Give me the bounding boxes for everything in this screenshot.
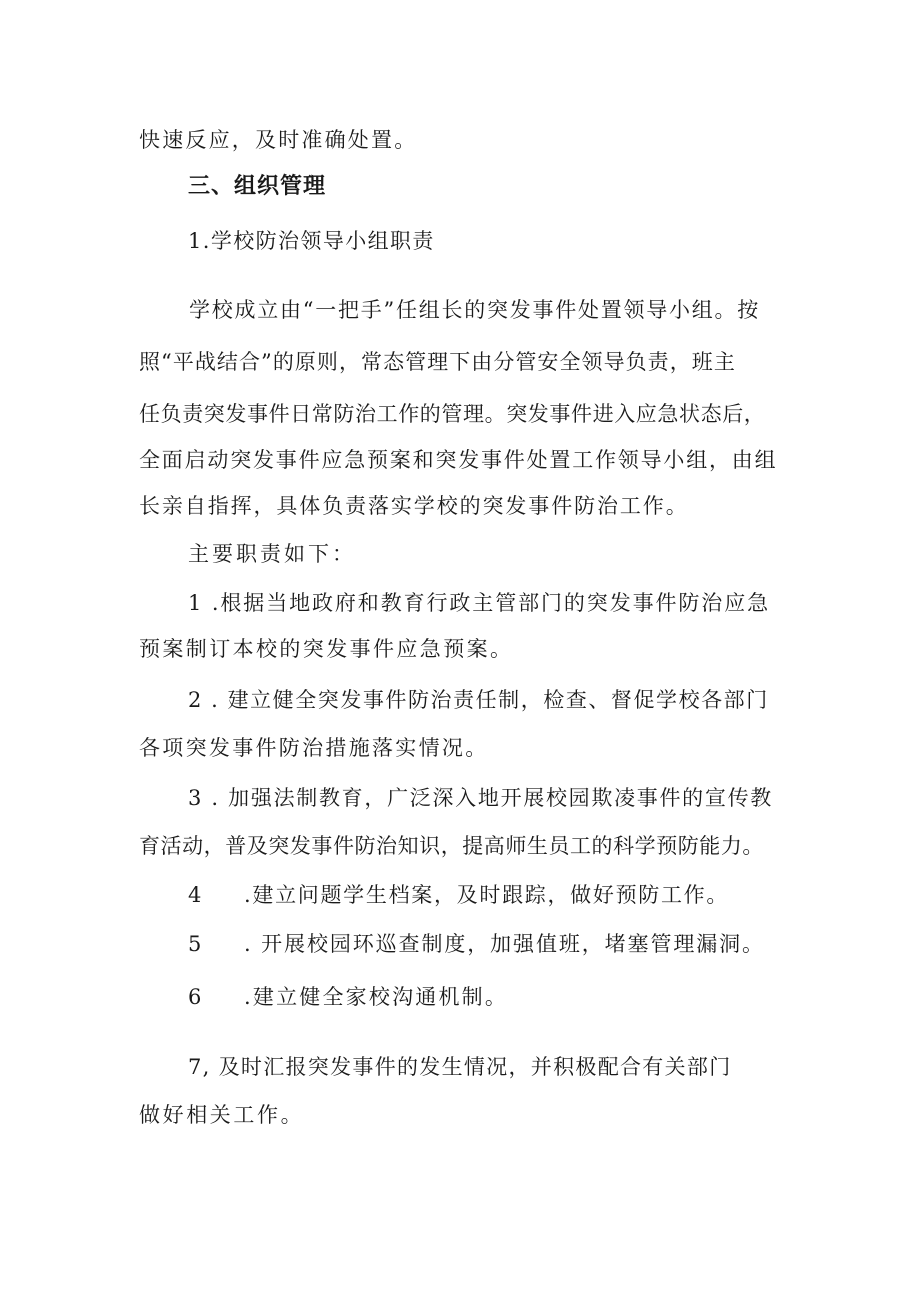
list-number: 6 bbox=[188, 985, 202, 1009]
paragraph-line: 快速反应，及时准确处置。 bbox=[139, 128, 418, 152]
list-item-continuation: 育活动，普及突发事件防治知识，提高师生员工的科学预防能力。 bbox=[139, 834, 764, 858]
list-item: 2 . 建立健全突发事件防治责任制，检查、督促学校各部门 bbox=[188, 688, 769, 712]
paragraph-line: 全面启动突发事件应急预案和突发事件处置工作领导小组，由组 bbox=[139, 448, 778, 472]
list-item: .建立健全家校沟通机制。 bbox=[244, 985, 509, 1009]
list-number: 4 bbox=[188, 883, 202, 907]
list-item-continuation: 做好相关工作。 bbox=[139, 1103, 305, 1127]
paragraph-line: 任负责突发事件日常防治工作的管理。突发事件进入应急状态后， bbox=[139, 402, 766, 426]
paragraph-line: 主要职责如下： bbox=[188, 542, 356, 566]
list-item-continuation: 预案制订本校的突发事件应急预案。 bbox=[139, 637, 514, 661]
paragraph-line: 照“平战结合”的原则，常态管理下由分管安全领导负责，班主 bbox=[139, 350, 736, 374]
list-item: 7, 及时汇报突发事件的发生情况，并积极配合有关部门 bbox=[188, 1055, 732, 1079]
paragraph-line: 长亲自指挥，具体负责落实学校的突发事件防治工作。 bbox=[139, 494, 689, 518]
paragraph-line: 学校成立由“一把手”任组长的突发事件处置领导小组。按 bbox=[189, 298, 760, 322]
list-number: 5 bbox=[188, 932, 202, 956]
subsection-heading: 1.学校防治领导小组职责 bbox=[188, 229, 435, 253]
list-item: .建立问题学生档案，及时跟踪，做好预防工作。 bbox=[244, 883, 730, 907]
list-item: 1 .根据当地政府和教育行政主管部门的突发事件防治应急 bbox=[188, 591, 771, 615]
list-item-continuation: 各项突发事件防治措施落实情况。 bbox=[139, 736, 489, 760]
list-item: 3 . 加强法制教育，广泛深入地开展校园欺凌事件的宣传教 bbox=[188, 786, 773, 810]
list-item: . 开展校园环巡查制度，加强值班，堵塞管理漏洞。 bbox=[244, 932, 765, 956]
section-heading: 三、组织管理 bbox=[188, 174, 327, 199]
